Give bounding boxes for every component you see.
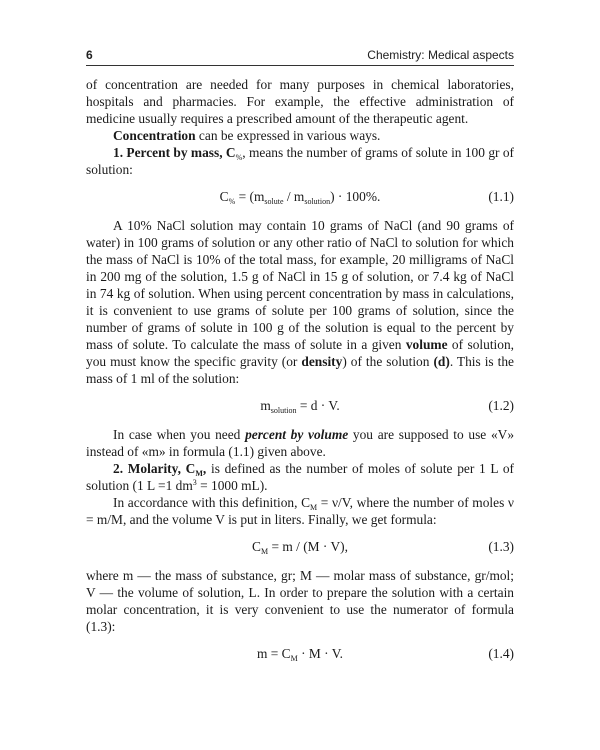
paragraph-molarity: 2. Molarity, $C_M$, is defined as the number of moles of solute per 1 L of solution (1 L =1 $dm^3 = 1000$ mL). <box>86 461 514 493</box>
term-concentration: Concentration <box>113 128 196 143</box>
equation-1-2 <box>86 397 514 414</box>
equation-number: (1.3) <box>488 539 514 554</box>
equation-1-1 <box>86 188 514 205</box>
equation-1-4 <box>86 645 514 662</box>
equation-1-3 <box>86 538 514 555</box>
paragraph-molarity-definition: In accordance with this definition, $C_M = \nu/V$, where the number of moles ν = m/M, and the volume V is put in liters. Finally, we get formula: <box>86 495 514 527</box>
running-header <box>86 46 514 64</box>
paragraph-percent-by-volume: In case when you need percent by volume you are supposed to use «V» instead of «m» in formula (1.1) given above. <box>86 427 515 459</box>
term-percent-by-volume: percent by volume <box>245 427 349 442</box>
header-rule <box>86 65 514 66</box>
term-density: density <box>301 354 343 369</box>
equation-number: (1.1) <box>488 189 514 204</box>
paragraph-concentration: Concentration can be expressed in various ways. <box>113 128 381 143</box>
heading-molarity: 2. Molarity, $C_M$, <box>113 461 207 478</box>
term-volume: volume <box>405 337 448 352</box>
equation-number: (1.4) <box>488 646 514 661</box>
paragraph-continuation: of concentration are needed for many purposes in chemical laboratories, hospitals and pharmacies. For example, the effective administration of medicine usually requires a prescribed amount of the therapeutic agent. <box>86 77 514 126</box>
paragraph-nacl-example: A 10% NaCl solution may contain 10 grams of NaCl (and 90 grams of water) in 100 grams of solution or any other ratio of NaCl to solution for which the mass of NaCl is 10% of the total mass, for example, 20 milligrams of NaCl in 200 mg of the solution, 1.5 g of NaCl in 15 g of solution, or 7.4 kg of NaCl in 74 kg of solution. When using percent concentration by mass in calculations, it is convenient to use grams of solute per 100 grams of solution, since the number of grams of solute in 100 g of the solution is equal to the percent by mass of solute. To calculate the mass of solute in a given volume of solution, you must know the specific gravity (or density) of the solution (d). This is the mass of 1 ml of the solution: <box>86 218 514 386</box>
heading-percent-by-mass: 1. Percent by mass, C <box>113 145 236 160</box>
page-number: 6 <box>86 48 93 62</box>
formula-1-2: $m_{solution} = d \cdot V$. <box>260 398 340 415</box>
running-title: Chemistry: Medical aspects <box>367 48 514 62</box>
formula-1-3: $C_M = m / (M \cdot V)$, <box>252 539 348 556</box>
term-d: (d) <box>433 354 450 369</box>
page-body <box>86 76 514 674</box>
paragraph-where: where m — the mass of substance, gr; M — molar mass of substance, gr/mol; V — the volume of solution, L. In order to prepare the solution with a certain molar concentration, it is very convenient to use the numerator of formula (1.3): <box>86 568 514 634</box>
formula-1-1: $C_{\%} = (m_{solute} / m_{solution}) \cdot 100\%$. <box>219 189 381 206</box>
equation-number: (1.2) <box>488 398 514 413</box>
formula-1-4: $m = C_M \cdot M \cdot V$. <box>257 646 343 663</box>
paragraph-percent-by-mass: 1. Percent by mass, $C_{\%}$, means the number of grams of solute in 100 gr of solution: <box>86 145 515 177</box>
